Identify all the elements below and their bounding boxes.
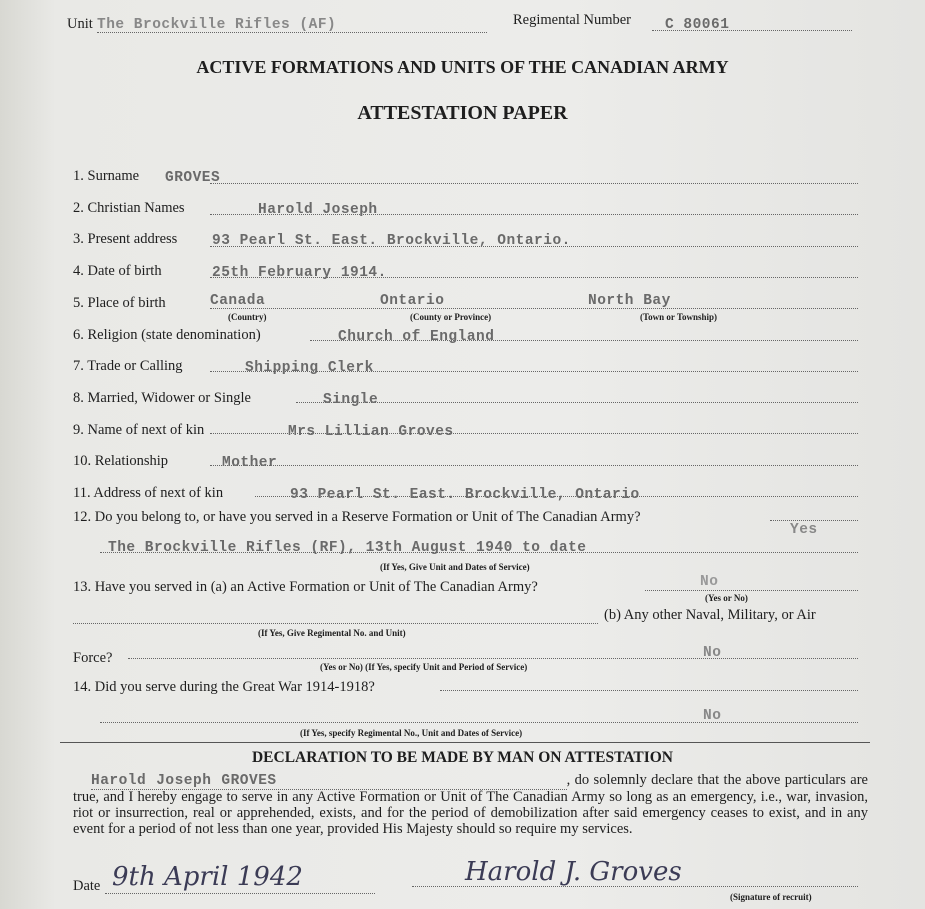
field-label: 10. Relationship [73,453,169,470]
declaration-heading: DECLARATION TO BE MADE BY MAN ON ATTESTATION [251,749,673,766]
field-label: 11. Address of next of kin [73,485,224,501]
field-label: 1. Surname [73,168,140,184]
field-hint-province: (County or Province) [410,311,492,322]
field-label: 4. Date of birth [73,263,162,280]
field-value: 25th February 1914. [212,265,387,282]
field-label: 3. Present address [73,231,178,248]
field-value: Shipping Clerk [245,360,374,377]
declaration-text: , do solemnly declare that the above particulars are true, and I hereby engage to serve in any Active Formation or Unit of The Canadian Army so long as an emergency, i.e., war, invasion, riot or insurrection, real or apprehended, exists, and for the period of demobilization after said emergency ceases to exist, and in any event for a period of not less than one year, provided His Majesty should so require my services. [73,772,868,837]
date-value: 9th April 1942 [112,862,303,892]
unit-value: The Brockville Rifles (AF) [97,17,337,33]
force-answer: No [703,645,722,661]
date-label: Date [73,878,101,894]
unit-label: Unit [67,16,93,32]
force-hint: (Yes or No) (If Yes, specify Unit and Period of Service) [320,662,528,672]
q13b-label: (b) Any other Naval, Military, or Air [604,607,816,623]
field-value: Mrs Lillian Groves [288,423,454,440]
field-hint-town: (Town or Township) [640,311,718,322]
field-label: 2. Christian Names [73,199,185,216]
field-label: 8. Married, Widower or Single [73,389,251,406]
q14-hint: (If Yes, specify Regimental No., Unit and Dates of Service) [300,728,523,738]
q14-answer: No [703,708,722,724]
q12-detail: The Brockville Rifles (RF), 13th August 1940 to date [108,540,587,556]
field-label: 5. Place of birth [73,294,166,311]
q12-answer: Yes [790,522,818,538]
field-value: Church of England [338,328,495,345]
field-value-province: Ontario [380,292,445,309]
recruit-signature: Harold J. Groves [465,857,682,887]
force-label: Force? [73,650,113,666]
field-value: Single [323,391,379,408]
field-label: 7. Trade or Calling [73,358,183,375]
field-value: Mother [222,455,278,472]
field-label: 9. Name of next of kin [73,421,205,438]
q13-hint2: (If Yes, Give Regimental No. and Unit) [258,628,406,638]
field-hint-country: (Country) [228,311,267,322]
regimental-number-label: Regimental Number [513,12,631,28]
regimental-number-value: C 80061 [665,17,730,33]
signature-hint: (Signature of recruit) [730,892,812,902]
q14-label: 14. Did you serve during the Great War 1914-1918? [73,679,375,695]
field-value-town: North Bay [588,292,671,309]
q12-hint: (If Yes, Give Unit and Dates of Service) [380,562,530,572]
field-value: Harold Joseph [258,201,378,218]
form-subtitle: ATTESTATION PAPER [357,102,568,124]
q12-label: 12. Do you belong to, or have you served in a Reserve Formation or Unit of The Canadian Army? [73,509,641,525]
field-value: GROVES [165,170,221,186]
declarant-name: Harold Joseph GROVES [91,773,567,790]
field-value: 93 Pearl St. East. Brockville, Ontario [290,487,640,503]
q13-hint: (Yes or No) [705,593,748,603]
field-label: 6. Religion (state denomination) [73,326,261,343]
q13-answer: No [700,574,719,590]
form-title: ACTIVE FORMATIONS AND UNITS OF THE CANADIAN ARMY [196,57,729,77]
field-value: 93 Pearl St. East. Brockville, Ontario. [212,233,571,250]
declaration-text-block [73,772,868,837]
q13-label: 13. Have you served in (a) an Active Formation or Unit of The Canadian Army? [73,579,538,595]
field-value: Canada [210,292,266,309]
